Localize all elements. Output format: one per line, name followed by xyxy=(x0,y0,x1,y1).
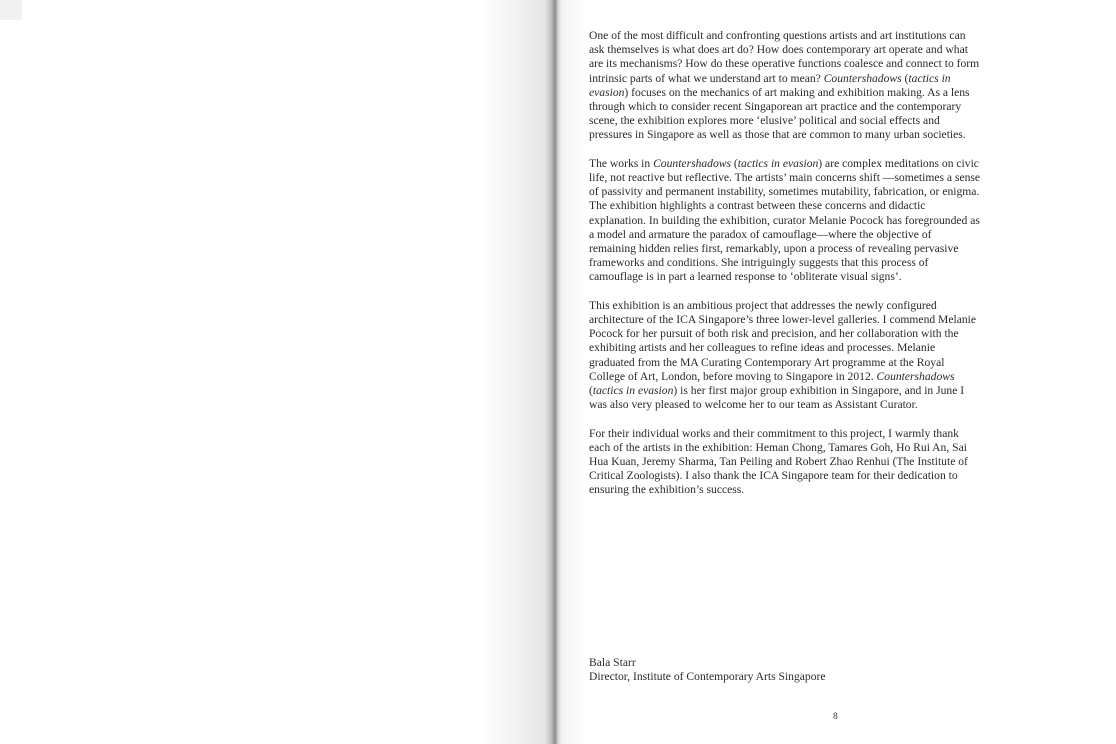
right-page xyxy=(562,0,1116,744)
signature-block xyxy=(589,656,989,684)
paragraph-3 xyxy=(589,299,981,413)
book-gutter xyxy=(544,0,562,744)
signatory-title: Director, Institute of Contemporary Arts Singapore xyxy=(589,670,826,684)
text-run: This exhibition is an ambitious project that addresses the newly configured architecture of the ICA Singapore’s three lower-level galleries. I commend Melanie Pocock for her pursuit of both risk and precision, and her collaboration with the exhibiting artists and her colleagues to refine ideas and processes. Melanie graduated from the MA Curating Contemporary Art programme at the Royal College of Art, London, before moving to Singapore in 2012. xyxy=(589,298,977,383)
text-run: For their individual works and their commitment to this project, I warmly thank each of the artists in the exhibition: Heman Chong, Tamares Goh, Ho Rui An, Sai Hua Kuan, Jeremy Sharma, Tan Peiling and Robert Zhao Renhui (The Institute of Critical Zoologists). I also thank the ICA Singapore team for their dedication to ensuring the exhibition’s success. xyxy=(589,426,968,497)
italic-title-run: tactics in evasion xyxy=(589,71,951,99)
text-run: One of the most difficult and confronting questions artists and art institutions can ask themselves is what does art do? How does contemporary art operate and what are its mechanisms? How do these operative functions coalesce and connect to form intrinsic parts of what we understand art to mean? xyxy=(589,29,980,85)
foreword-text xyxy=(589,29,981,512)
italic-title-run: tactics in evasion xyxy=(737,156,819,170)
italic-title-run: tactics in evasion xyxy=(592,384,674,398)
italic-title-run: Countershadows xyxy=(876,369,955,383)
corner-tab xyxy=(0,0,22,20)
italic-title-run: Countershadows xyxy=(653,156,732,170)
text-run: ( xyxy=(589,384,593,398)
paragraph-1 xyxy=(589,29,981,143)
text-run: ( xyxy=(901,71,909,85)
paragraph-4 xyxy=(589,427,981,498)
text-run: ) focuses on the mechanics of art making and exhibition making. As a lens through which to consider recent Singaporean art practice and the contemporary scene, the exhibition explores more ‘elusive’ political and social effects and pressures in Singapore as well as those that are common to many urban societies. xyxy=(589,85,970,142)
page-number: 8 xyxy=(833,712,838,722)
left-page-blank xyxy=(0,0,544,744)
italic-title-run: Countershadows xyxy=(823,71,902,85)
text-run: ) are complex meditations on civic life, not reactive but reflective. The artists’ main concerns shift —sometimes a sense of passivity and permanent instability, sometimes mutability, fabrication, or enigma. The exhibition highlights a contrast between these concerns and didactic explanation. In building the exhibition, curator Melanie Pocock has foregrounded as a model and armature the paradox of camouflage—where the objective of remaining hidden relies first, remarkably, upon a process of revealing pervasive frameworks and conditions. She intriguingly suggests that this process of camouflage is in part a learned response to ‘obliterate visual signs’. xyxy=(589,156,981,284)
text-run: ( xyxy=(731,156,738,170)
paragraph-2 xyxy=(589,157,981,285)
text-run: The works in xyxy=(589,156,654,170)
text-run: ) is her first major group exhibition in Singapore, and in June I was also very pleased to welcome her to our team as Assistant Curator. xyxy=(589,384,965,412)
signatory-name: Bala Starr xyxy=(589,656,636,669)
